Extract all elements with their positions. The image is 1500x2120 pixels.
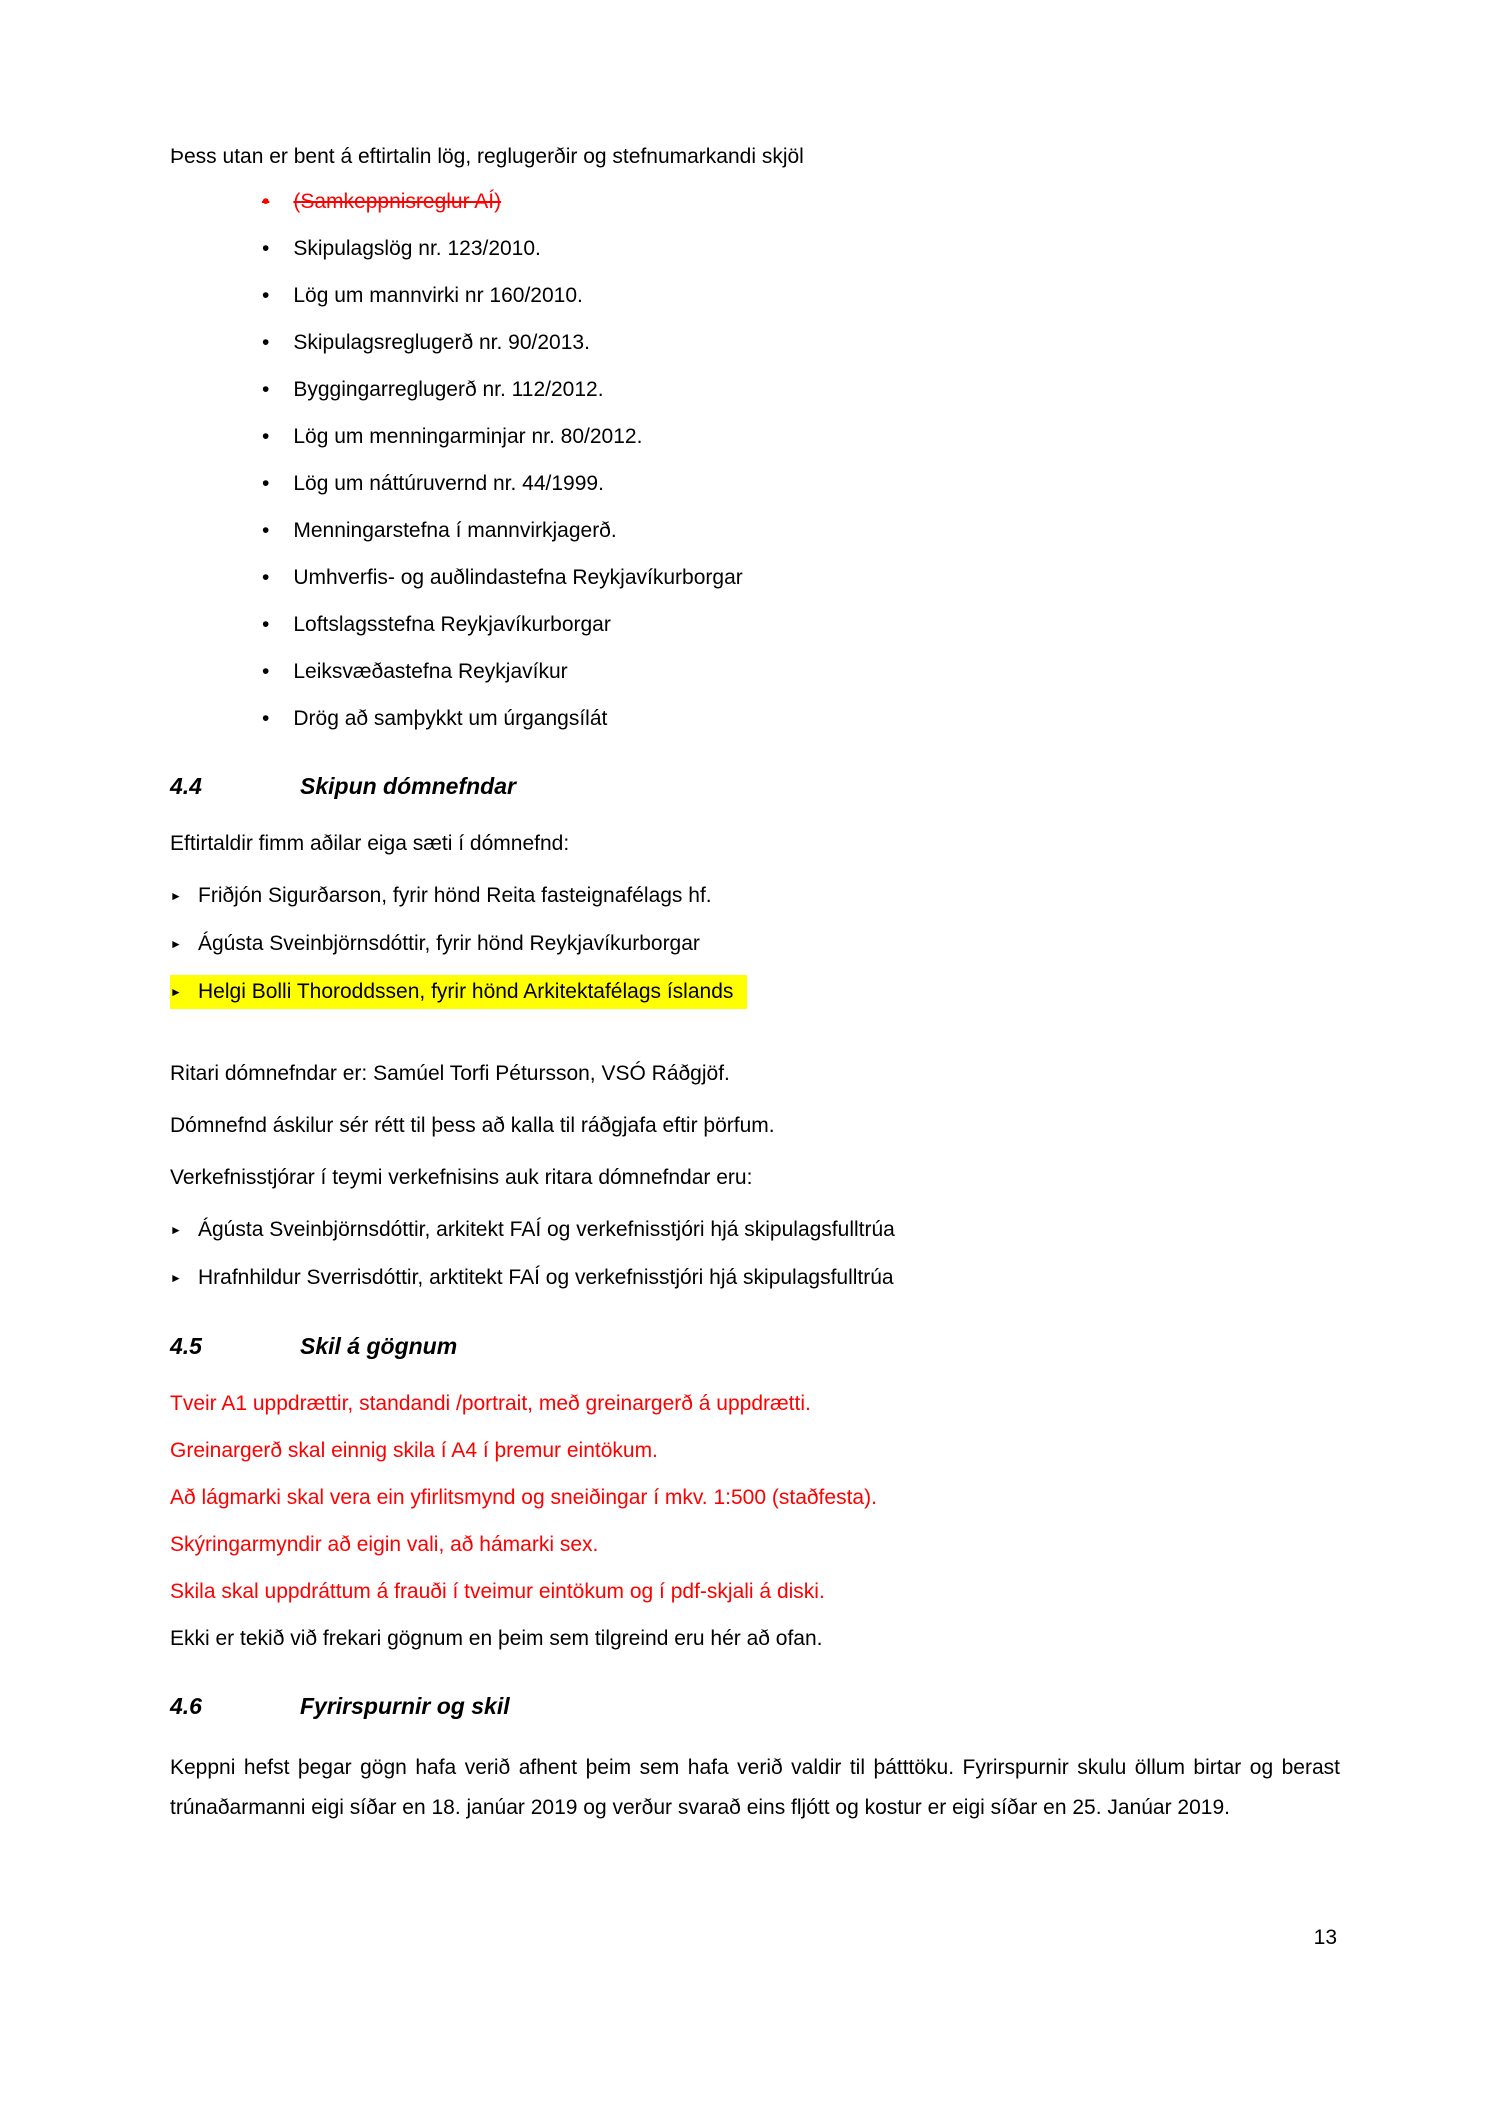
law-list-item [262,280,1340,311]
section-title: Skipun dómnefndar [300,773,516,799]
law-list-item-text: Skipulagslög nr. 123/2010. [293,237,541,260]
bullet-icon: • [262,472,270,495]
jury-member-list [170,880,1340,1008]
law-list [170,186,1340,734]
law-list-item-text: Umhverfis- og auðlindastefna Reykjavíkurborgar [293,566,743,589]
project-manager-text: Hrafnhildur Sverrisdóttir, arktitekt FAÍ og verkefnisstjóri hjá skipulagsfulltrúa [198,1266,894,1289]
submission-requirement-line: Skila skal uppdráttum á frauði í tveimur eintökum og í pdf-skjali á diski. [170,1580,825,1603]
bullet-icon: • [262,613,270,636]
bullet-icon: • [262,707,270,730]
bullet-icon: • [262,425,270,448]
bullet-icon: • [262,660,270,683]
arrow-icon: ► [170,985,182,999]
arrow-icon: ► [170,1223,182,1237]
arrow-icon: ► [170,1271,182,1285]
jury-member-text: Friðjón Sigurðarson, fyrir hönd Reita fasteignafélags hf. [198,884,712,907]
section-number: 4.5 [170,1333,202,1359]
managers-lead-paragraph: Verkefnisstjórar í teymi verkefnisins auk ritara dómnefndar eru: [170,1166,753,1189]
law-list-item [262,703,1340,734]
arrow-icon: ► [170,889,182,903]
yellow-highlight [170,975,747,1009]
bullet-icon: • [262,519,270,542]
submission-requirement-line: Skýringarmyndir að eigin vali, að hámarki sex. [170,1533,599,1556]
law-list-item-text: Byggingarreglugerð nr. 112/2012. [293,378,604,401]
section-4-5-heading [170,1331,1340,1362]
section-title: Fyrirspurnir og skil [300,1693,510,1719]
struck-law-item-text: (Samkeppnisreglur AÍ) [293,190,502,213]
intro-paragraph: Þess utan er bent á eftirtalin lög, reglugerðir og stefnumarkandi skjöl [170,145,804,168]
law-list-item-text: Menningarstefna í mannvirkjagerð. [293,519,617,542]
section-number: 4.6 [170,1693,202,1719]
bullet-icon: • [262,378,270,401]
section-number: 4.4 [170,773,202,799]
bullet-icon: • [262,566,270,589]
project-manager-list [170,1214,1340,1294]
submission-requirement-line: Greinargerð skal einnig skila í A4 í þremur eintökum. [170,1439,658,1462]
law-list-item-text: Lög um menningarminjar nr. 80/2012. [293,425,643,448]
law-list-item [262,233,1340,264]
jury-member-item [170,928,1340,960]
law-list-item [262,515,1340,546]
advisors-paragraph: Dómnefnd áskilur sér rétt til þess að kalla til ráðgjafa eftir þörfum. [170,1114,775,1137]
law-list-item-text: Lög um náttúruvernd nr. 44/1999. [293,472,604,495]
bullet-icon: • [262,237,270,260]
jury-member-text: Helgi Bolli Thoroddssen, fyrir hönd Arkitektafélags íslands [198,980,734,1003]
jury-member-item-highlighted [170,976,1340,1008]
submission-requirement-line: Að lágmarki skal vera ein yfirlitsmynd og sneiðingar í mkv. 1:500 (staðfesta). [170,1486,877,1509]
jury-member-text: Ágústa Sveinbjörnsdóttir, fyrir hönd Reykjavíkurborgar [198,932,700,955]
law-list-item [262,327,1340,358]
bullet-icon: • [262,331,270,354]
law-list-item [262,562,1340,593]
law-list-item [262,609,1340,640]
law-list-item [262,656,1340,687]
submission-closing-paragraph: Ekki er tekið við frekari gögnum en þeim sem tilgreind eru hér að ofan. [170,1627,823,1650]
jury-lead-paragraph: Eftirtaldir fimm aðilar eiga sæti í dómnefnd: [170,832,570,855]
law-list-item [262,468,1340,499]
project-manager-item [170,1262,1340,1294]
arrow-icon: ► [170,937,182,951]
submission-requirement-line: Tveir A1 uppdrættir, standandi /portrait, með greinargerð á uppdrætti. [170,1392,811,1415]
project-manager-item [170,1214,1340,1246]
inquiries-paragraph: Keppni hefst þegar gögn hafa verið afhent þeim sem hafa verið valdir til þátttöku. Fyrirspurnir skulu öllum birtar og berast trúnaðarmanni eigi síðar en 18. janúar 2019 og verður svarað eins fljótt og kostur er eigi síðar en 25. Janúar 2019. [170,1756,1340,1819]
bullet-icon: • [262,190,270,213]
law-list-item-text: Lög um mannvirki nr 160/2010. [293,284,583,307]
section-title: Skil á gögnum [300,1333,458,1359]
page-number: 13 [1313,1926,1337,1949]
law-list-item-text: Skipulagsreglugerð nr. 90/2013. [293,331,590,354]
law-list-item [262,374,1340,405]
jury-member-item [170,880,1340,912]
bullet-icon: • [262,284,270,307]
struck-law-item [262,186,1340,217]
law-list-item [262,421,1340,452]
law-list-item-text: Leiksvæðastefna Reykjavíkur [293,660,568,683]
law-list-item-text: Drög að samþykkt um úrgangsílát [293,707,608,730]
law-list-item-text: Loftslagsstefna Reykjavíkurborgar [293,613,611,636]
section-4-6-heading [170,1691,1340,1722]
secretary-paragraph: Ritari dómnefndar er: Samúel Torfi Pétursson, VSÓ Ráðgjöf. [170,1062,730,1085]
section-4-4-heading [170,771,1340,802]
project-manager-text: Ágústa Sveinbjörnsdóttir, arkitekt FAÍ og verkefnisstjóri hjá skipulagsfulltrúa [198,1218,895,1241]
